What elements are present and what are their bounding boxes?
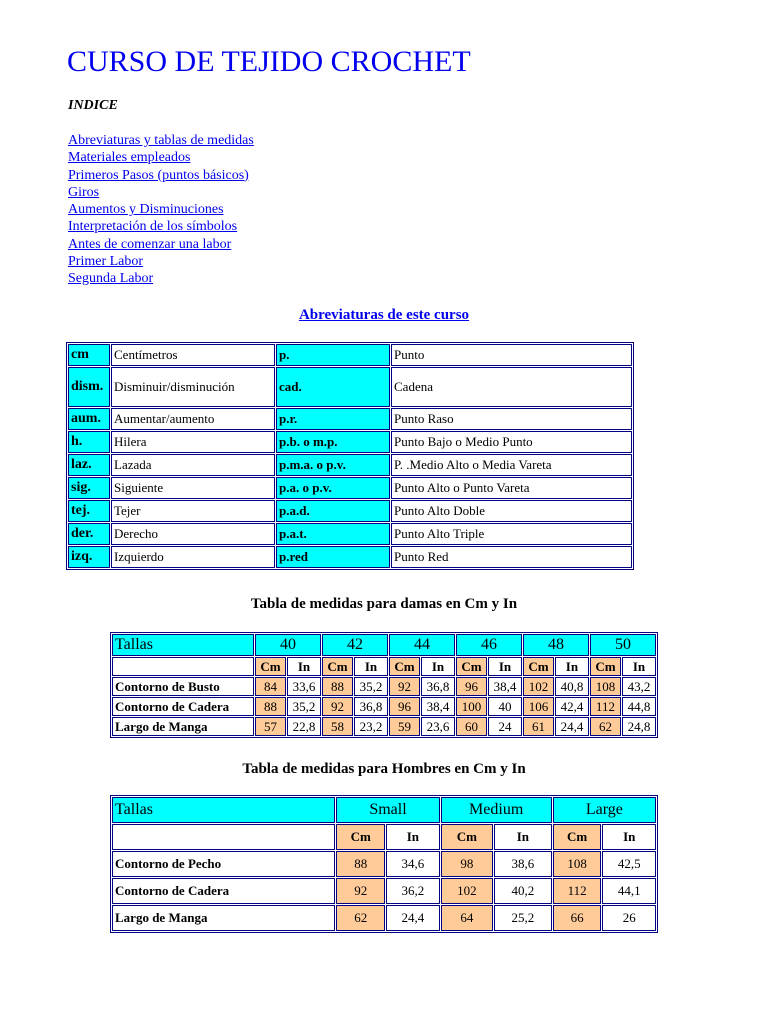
abbreviation-meaning: Punto Bajo o Medio Punto	[391, 431, 632, 453]
abbreviation-meaning: Punto Alto Doble	[391, 500, 632, 522]
table-of-contents	[68, 132, 254, 288]
unit-in: In	[287, 657, 321, 676]
value-in: 38,6	[494, 851, 552, 877]
value-cm: 64	[441, 905, 494, 931]
toc-item[interactable]	[68, 167, 254, 184]
value-in: 40,2	[494, 878, 552, 904]
value-in: 43,2	[622, 677, 656, 696]
tallas-label: Tallas	[112, 797, 335, 823]
abbreviation-row	[68, 523, 632, 545]
abbreviation-code: laz.	[68, 454, 110, 476]
abbreviation-row	[68, 431, 632, 453]
unit-in: In	[494, 824, 552, 850]
value-in: 40	[488, 697, 522, 716]
abbreviation-meaning: Aumentar/aumento	[111, 408, 275, 430]
unit-in: In	[488, 657, 522, 676]
abbreviation-code: p.a. o p.v.	[276, 477, 390, 499]
value-cm: 92	[389, 677, 420, 696]
tallas-label: Tallas	[112, 634, 254, 656]
abbreviation-meaning: Hilera	[111, 431, 275, 453]
value-in: 24,4	[386, 905, 439, 931]
value-in: 22,8	[287, 717, 321, 736]
toc-link-giros[interactable]: Giros	[68, 184, 100, 200]
value-cm: 59	[389, 717, 420, 736]
value-in: 44,1	[602, 878, 656, 904]
size-header-row	[112, 797, 656, 823]
toc-item[interactable]	[68, 184, 254, 201]
value-cm: 61	[523, 717, 554, 736]
abbreviations-table	[66, 342, 634, 570]
toc-item[interactable]	[68, 149, 254, 166]
measurement-row	[112, 717, 656, 736]
abbreviation-meaning: Izquierdo	[111, 546, 275, 568]
value-in: 42,4	[555, 697, 589, 716]
toc-link-primeros-pasos[interactable]: Primeros Pasos (puntos básicos)	[68, 167, 249, 183]
value-in: 24,4	[555, 717, 589, 736]
abbreviation-meaning: Derecho	[111, 523, 275, 545]
value-in: 36,2	[386, 878, 439, 904]
unit-cm: Cm	[389, 657, 420, 676]
measurement-row	[112, 878, 656, 904]
value-in: 35,2	[354, 677, 388, 696]
unit-in: In	[602, 824, 656, 850]
unit-in: In	[622, 657, 656, 676]
value-in: 24,8	[622, 717, 656, 736]
value-in: 35,2	[287, 697, 321, 716]
toc-link-primer-labor[interactable]: Primer Labor	[68, 254, 144, 270]
abbreviation-row	[68, 408, 632, 430]
value-in: 34,6	[386, 851, 439, 877]
toc-item[interactable]	[68, 253, 254, 270]
abbreviation-row	[68, 500, 632, 522]
unit-in: In	[555, 657, 589, 676]
size-header: 40	[255, 634, 321, 656]
value-cm: 84	[255, 677, 286, 696]
abbreviation-code: aum.	[68, 408, 110, 430]
value-cm: 102	[523, 677, 554, 696]
value-in: 38,4	[421, 697, 455, 716]
abbreviation-row	[68, 454, 632, 476]
unit-cm: Cm	[336, 824, 385, 850]
toc-link-antes[interactable]: Antes de comenzar una labor	[68, 236, 232, 252]
measurement-label: Contorno de Pecho	[112, 851, 335, 877]
value-in: 38,4	[488, 677, 522, 696]
unit-cm: Cm	[441, 824, 494, 850]
women-sizes-table	[110, 632, 658, 738]
measurement-row	[112, 697, 656, 716]
toc-item[interactable]	[68, 218, 254, 235]
toc-item[interactable]	[68, 236, 254, 253]
unit-cm: Cm	[322, 657, 353, 676]
measurement-label: Largo de Manga	[112, 717, 254, 736]
abbreviation-code: tej.	[68, 500, 110, 522]
unit-blank	[112, 657, 254, 676]
value-cm: 88	[336, 851, 385, 877]
abbreviation-meaning: Siguiente	[111, 477, 275, 499]
men-table-caption: Tabla de medidas para Hombres en Cm y In	[242, 761, 526, 777]
size-header: 42	[322, 634, 388, 656]
measurement-row	[112, 851, 656, 877]
abbreviation-code: der.	[68, 523, 110, 545]
unit-in: In	[354, 657, 388, 676]
unit-cm: Cm	[590, 657, 621, 676]
abbreviation-meaning: Centímetros	[111, 344, 275, 366]
value-cm: 108	[553, 851, 602, 877]
value-cm: 102	[441, 878, 494, 904]
value-cm: 92	[336, 878, 385, 904]
unit-blank	[112, 824, 335, 850]
value-cm: 62	[590, 717, 621, 736]
size-header: 50	[590, 634, 656, 656]
unit-cm: Cm	[255, 657, 286, 676]
abbreviation-meaning: Punto Alto o Punto Vareta	[391, 477, 632, 499]
value-in: 36,8	[354, 697, 388, 716]
value-cm: 92	[322, 697, 353, 716]
abbreviations-heading[interactable]: Abreviaturas de este curso	[298, 307, 470, 323]
measurement-label: Contorno de Cadera	[112, 697, 254, 716]
abbreviation-code: p.m.a. o p.v.	[276, 454, 390, 476]
value-cm: 96	[456, 677, 487, 696]
index-heading: INDICE	[68, 98, 118, 113]
abbreviation-code: p.b. o m.p.	[276, 431, 390, 453]
value-cm: 112	[590, 697, 621, 716]
abbreviation-meaning: Punto Alto Triple	[391, 523, 632, 545]
unit-cm: Cm	[553, 824, 602, 850]
toc-link-abreviaturas[interactable]: Abreviaturas y tablas de medidas	[68, 133, 254, 148]
measurement-label: Contorno de Cadera	[112, 878, 335, 904]
abbreviation-code: p.	[276, 344, 390, 366]
abbreviation-meaning: Punto Red	[391, 546, 632, 568]
value-cm: 96	[389, 697, 420, 716]
abbreviation-row	[68, 546, 632, 568]
abbreviation-meaning: Punto	[391, 344, 632, 366]
size-header: Large	[553, 797, 656, 823]
value-cm: 88	[322, 677, 353, 696]
size-header: Medium	[441, 797, 552, 823]
toc-link-segunda-labor[interactable]: Segunda Labor	[68, 271, 154, 287]
measurement-row	[112, 677, 656, 696]
value-cm: 66	[553, 905, 602, 931]
value-in: 33,6	[287, 677, 321, 696]
abbreviation-code: izq.	[68, 546, 110, 568]
abbreviation-meaning: Lazada	[111, 454, 275, 476]
toc-link-aumentos[interactable]: Aumentos y Disminuciones	[68, 202, 224, 218]
unit-in: In	[421, 657, 455, 676]
size-header: 44	[389, 634, 455, 656]
value-in: 44,8	[622, 697, 656, 716]
abbreviation-code: h.	[68, 431, 110, 453]
unit-row	[112, 824, 656, 850]
abbreviation-code: p.r.	[276, 408, 390, 430]
value-cm: 60	[456, 717, 487, 736]
value-in: 24	[488, 717, 522, 736]
page-title: CURSO DE TEJIDO CROCHET	[67, 45, 471, 78]
toc-item[interactable]	[68, 201, 254, 218]
abbreviation-row	[68, 344, 632, 366]
abbreviation-code: sig.	[68, 477, 110, 499]
measurement-row	[112, 905, 656, 931]
value-cm: 98	[441, 851, 494, 877]
abbreviation-code: dism.	[68, 367, 110, 407]
abbreviation-meaning: Cadena	[391, 367, 632, 407]
abbreviation-meaning: Punto Raso	[391, 408, 632, 430]
unit-cm: Cm	[523, 657, 554, 676]
unit-cm: Cm	[456, 657, 487, 676]
size-header-row	[112, 634, 656, 656]
value-cm: 58	[322, 717, 353, 736]
abbreviation-row	[68, 367, 632, 407]
abbreviation-code: p.red	[276, 546, 390, 568]
size-header: 46	[456, 634, 522, 656]
value-cm: 88	[255, 697, 286, 716]
men-sizes-table	[110, 795, 658, 933]
abbreviation-row	[68, 477, 632, 499]
abbreviation-meaning: Disminuir/disminución	[111, 367, 275, 407]
value-cm: 57	[255, 717, 286, 736]
value-cm: 62	[336, 905, 385, 931]
toc-link-simbolos[interactable]: Interpretación de los símbolos	[68, 219, 238, 235]
value-cm: 108	[590, 677, 621, 696]
value-in: 40,8	[555, 677, 589, 696]
value-in: 23,6	[421, 717, 455, 736]
size-header: Small	[336, 797, 439, 823]
abbreviation-code: cad.	[276, 367, 390, 407]
toc-item[interactable]	[68, 132, 254, 149]
value-in: 42,5	[602, 851, 656, 877]
abbreviation-code: p.a.d.	[276, 500, 390, 522]
size-header: 48	[523, 634, 589, 656]
unit-in: In	[386, 824, 439, 850]
abbreviation-code: cm	[68, 344, 110, 366]
value-cm: 100	[456, 697, 487, 716]
abbreviation-meaning: Tejer	[111, 500, 275, 522]
value-in: 36,8	[421, 677, 455, 696]
women-table-caption: Tabla de medidas para damas en Cm y In	[250, 596, 518, 612]
value-in: 25,2	[494, 905, 552, 931]
abbreviation-meaning: P. .Medio Alto o Media Vareta	[391, 454, 632, 476]
toc-link-materiales[interactable]: Materiales empleados	[68, 150, 191, 166]
value-cm: 112	[553, 878, 602, 904]
value-in: 23,2	[354, 717, 388, 736]
measurement-label: Contorno de Busto	[112, 677, 254, 696]
value-cm: 106	[523, 697, 554, 716]
toc-item[interactable]	[68, 270, 254, 287]
measurement-label: Largo de Manga	[112, 905, 335, 931]
unit-row	[112, 657, 656, 676]
abbreviation-code: p.a.t.	[276, 523, 390, 545]
value-in: 26	[602, 905, 656, 931]
